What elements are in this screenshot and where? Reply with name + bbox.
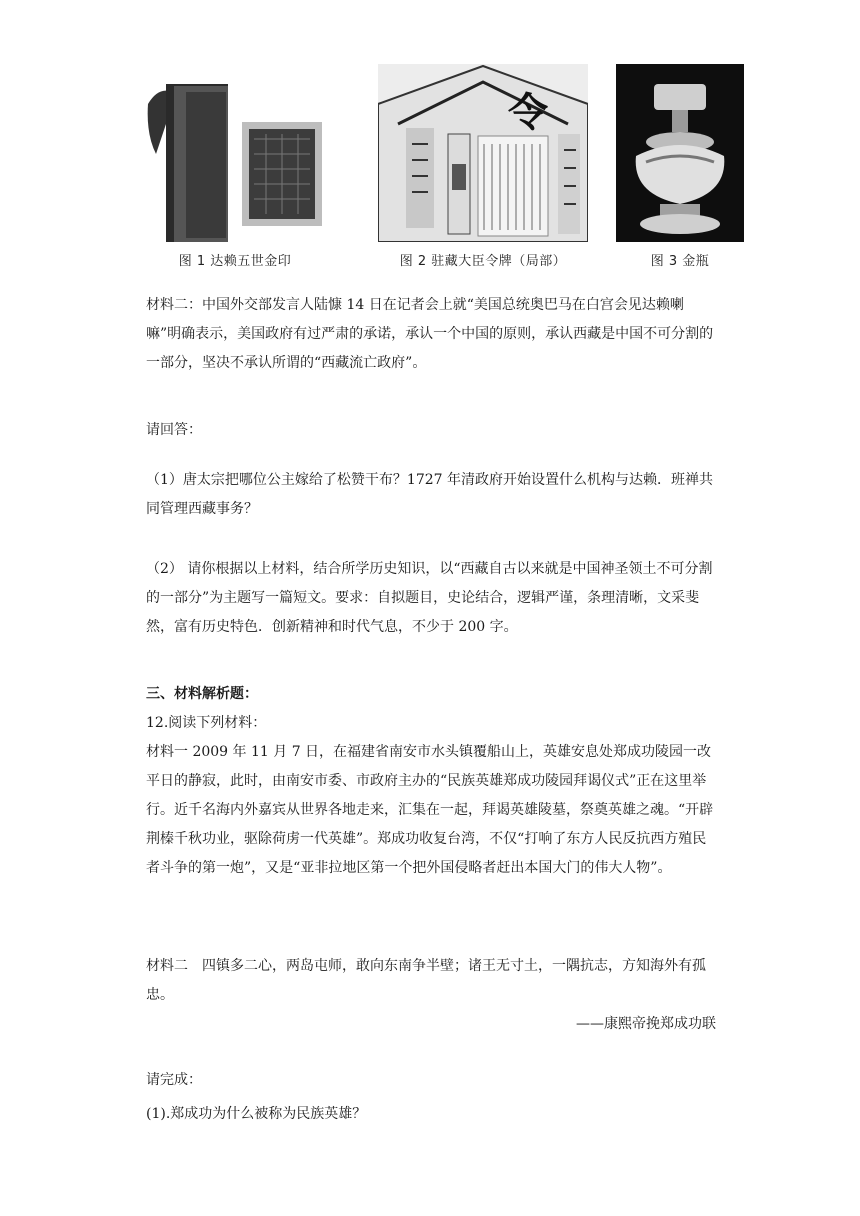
figure-caption: 图 3 金瓶 [650, 254, 710, 269]
please-complete: 请完成： [146, 1072, 202, 1088]
figure-caption: 图 2 驻藏大臣令牌（局部） [399, 254, 567, 269]
material-two-text: 中国外交部发言人陆慷 14 日在记者会上就“美国总统奥巴马在白宫会见达赖喇嘛”明确表示，美国政府有过严肃的承诺，承认一个中国的原则，承认西藏是中国不可分割的一部分，坚决不承认所谓的“西藏流亡政府”。 [146, 297, 714, 371]
token-character: 令 [508, 89, 548, 136]
material-two [146, 291, 716, 378]
section-three-title: 三、材料解析题： [146, 686, 258, 702]
material-one: 材料一 2009 年 11 月 7 日，在福建省南安市水头镇覆船山上，英雄安息处郑成功陵园一改平日的静寂，此时，由南安市委、市政府主办的“民族英雄郑成功陵园拜谒仪式”正在这里举行。近千名海内外嘉宾从世界各地走来，汇集在一起，拜谒英雄陵墓，祭奠英雄之魂。“开辟荆榛千秋功业，驱除荷虏一代英雄”。郑成功收复台湾，不仅“打响了东方人民反抗西方殖民者斗争的第一炮”，又是“亚非拉地区第一个把外国侵略者赶出本国大门的伟大人物”。 [146, 744, 714, 876]
question-1: （1）唐太宗把哪位公主嫁给了松赞干布？1727 年清政府开始设置什么机构与达赖．班禅共同管理西藏事务？ [146, 472, 713, 517]
question-2: （2） 请你根据以上材料，结合所学历史知识，以“西藏自古以来就是中国神圣领土不可分割的一部分”为主题写一篇短文。要求：自拟题目，史论结合，逻辑严谨，条理清晰，文采斐然，富有历史特色．创新精神和时代气息，不少于 200 字。 [146, 561, 713, 635]
couplet-source: ——康熙帝挽郑成功联 [576, 1016, 716, 1032]
material-two-paragraph [146, 291, 716, 378]
material-two-label: 材料二： [146, 297, 202, 313]
figure-caption: 图 1 达赖五世金印 [178, 254, 292, 269]
q12-part-1: (1).郑成功为什么被称为民族英雄？ [146, 1106, 367, 1122]
seal-photo [146, 64, 324, 242]
material-two-couplet: 材料二 四镇多二心，两岛屯师，敢向东南争半壁；诸王无寸土，一隅抗志，方知海外有孤忠。 [146, 958, 706, 1003]
q12-intro: 12.阅读下列材料： [146, 715, 267, 731]
urn-photo [616, 64, 744, 242]
token-photo [378, 64, 588, 242]
figure-row [146, 64, 746, 274]
please-answer: 请回答： [146, 422, 202, 438]
